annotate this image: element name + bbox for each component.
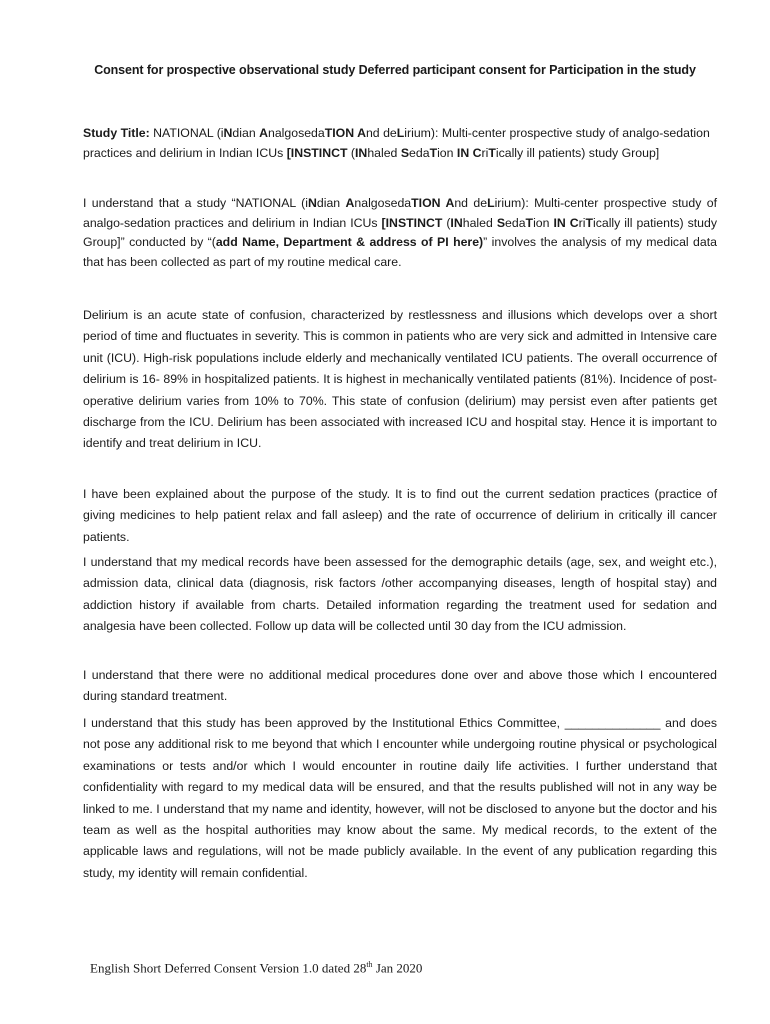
bold-run: IN bbox=[450, 215, 463, 230]
footer-version bbox=[90, 960, 422, 976]
footer-date-tail: Jan 2020 bbox=[372, 960, 423, 976]
text-run: nd de bbox=[365, 126, 397, 140]
text-run: ically ill patients) study Group]” conducted by “( bbox=[83, 215, 717, 249]
study-title-paragraph bbox=[83, 124, 717, 163]
bold-run: [INSTINCT bbox=[381, 215, 443, 230]
bold-run: L bbox=[487, 196, 495, 210]
bold-run: T bbox=[585, 215, 593, 230]
pi-placeholder: add Name, Department & address of PI here) bbox=[215, 235, 484, 249]
text-run: I understand that a study “NATIONAL (i bbox=[83, 196, 308, 210]
records-paragraph: I understand that my medical records have been assessed for the demographic details (age, sex, and weight etc.), admission data, clinical data (diagnosis, risk factors /other accompanying diseases, length of hospital stay) and addiction history if available from charts. Detailed information regarding the treatment used for sedation and analgesia have been collected. Follow up data will be collected until 30 day from the ICU admission. bbox=[83, 555, 717, 634]
text-run: and does not pose any additional risk to me beyond that which I encounter while undergoing routine physical or psychological examinations or tests and/or which I would encounter in routine daily life activities. I further understand that confidentiality with regard to my medical data will be ensured, and that the results published will not in any way be linked to me. I understand that my name and identity, however, will not be disclosed to anyone but the doctor and his team as well as the hospital authorities may know about the same. My medical records, to the extent of the applicable laws and regulations, will not be made publicly available. In the event of any publication regarding this study, my identity will remain confidential. bbox=[83, 716, 717, 880]
footer-text: English Short Deferred Consent Version 1.0 dated 28 bbox=[90, 960, 367, 976]
bold-run: IN C bbox=[456, 145, 482, 160]
text-run: haled bbox=[367, 145, 401, 160]
text-run: ically ill patients) study Group] bbox=[495, 145, 660, 160]
text-run: ( bbox=[347, 145, 355, 160]
text-run: ( bbox=[442, 215, 451, 230]
text-run: nalgoseda bbox=[354, 196, 412, 210]
bold-run: A bbox=[345, 196, 355, 210]
text-run: ion bbox=[437, 145, 457, 160]
text-run: ion bbox=[533, 215, 554, 230]
bold-run: [INSTINCT bbox=[286, 145, 348, 160]
text-run: NATIONAL (i bbox=[149, 126, 224, 140]
bold-run: T bbox=[488, 145, 496, 160]
bold-run: L bbox=[396, 126, 405, 140]
bold-run: T bbox=[429, 145, 438, 160]
text-run: dian bbox=[232, 126, 260, 140]
text-run: ri bbox=[578, 215, 586, 230]
ethics-paragraph bbox=[83, 713, 717, 884]
bold-run: N bbox=[307, 196, 317, 210]
page-title: Consent for prospective observational study Deferred participant consent for Participation in the study bbox=[94, 63, 696, 77]
procedures-paragraph: I understand that there were no additional medical procedures done over and above those which I encountered during standard treatment. bbox=[83, 668, 717, 704]
bold-run: A bbox=[259, 126, 268, 140]
bold-run: N bbox=[223, 126, 233, 140]
text-run: ” involves the analysis of my medical data that has been collected as part of my routine medical care. bbox=[83, 235, 717, 269]
text-run: irium): Multi-center prospective study of analgo-sedation practices and delirium in Indian ICUs bbox=[83, 196, 717, 230]
text-run: eda bbox=[505, 215, 526, 230]
understand-study-paragraph bbox=[83, 194, 717, 272]
text-run: I understand that this study has been approved by the Institutional Ethics Committee, bbox=[83, 716, 561, 730]
bold-run: IN C bbox=[553, 215, 579, 230]
study-title-label: Study Title: bbox=[83, 126, 150, 140]
bold-run: IN bbox=[355, 145, 368, 160]
bold-run: TION A bbox=[411, 196, 455, 210]
footer-superscript: th bbox=[366, 960, 373, 969]
ethics-committee-blank: ______________ bbox=[564, 716, 661, 730]
purpose-paragraph: I have been explained about the purpose of the study. It is to find out the current sedation practices (practice of giving medicines to help patient relax and fall asleep) and the rate of occurrence of delirium in critically ill cancer patients. bbox=[83, 487, 717, 544]
text-run: ri bbox=[481, 145, 489, 160]
text-run: irium): Multi-center prospective study of analgo-sedation practices and delirium in Indian ICUs bbox=[83, 126, 710, 160]
bold-run: T bbox=[525, 215, 534, 230]
delirium-paragraph: Delirium is an acute state of confusion, characterized by restlessness and illusions which develops over a short period of time and fluctuates in severity. This is common in patients who are very sick and admitted in Intensive care unit (ICU). High-risk populations include elderly and mechanically ventilated ICU patients. The overall occurrence of delirium is 16- 89% in hospitalized patients. It is highest in mechanically ventilated patients (81%). Incidence of post-operative delirium varies from 10% to 70%. This state of confusion (delirium) may persist even after patients get discharge from the ICU. Delirium has been associated with increased ICU and hospital stay. Hence it is important to identify and treat delirium in ICU. bbox=[83, 308, 717, 451]
text-run: dian bbox=[316, 196, 346, 210]
text-run: eda bbox=[409, 145, 430, 160]
bold-run: S bbox=[400, 145, 410, 160]
text-run: nd de bbox=[454, 196, 488, 210]
text-run: haled bbox=[462, 215, 497, 230]
text-run: nalgoseda bbox=[267, 126, 325, 140]
bold-run: TION A bbox=[324, 126, 366, 140]
bold-run: S bbox=[496, 215, 506, 230]
